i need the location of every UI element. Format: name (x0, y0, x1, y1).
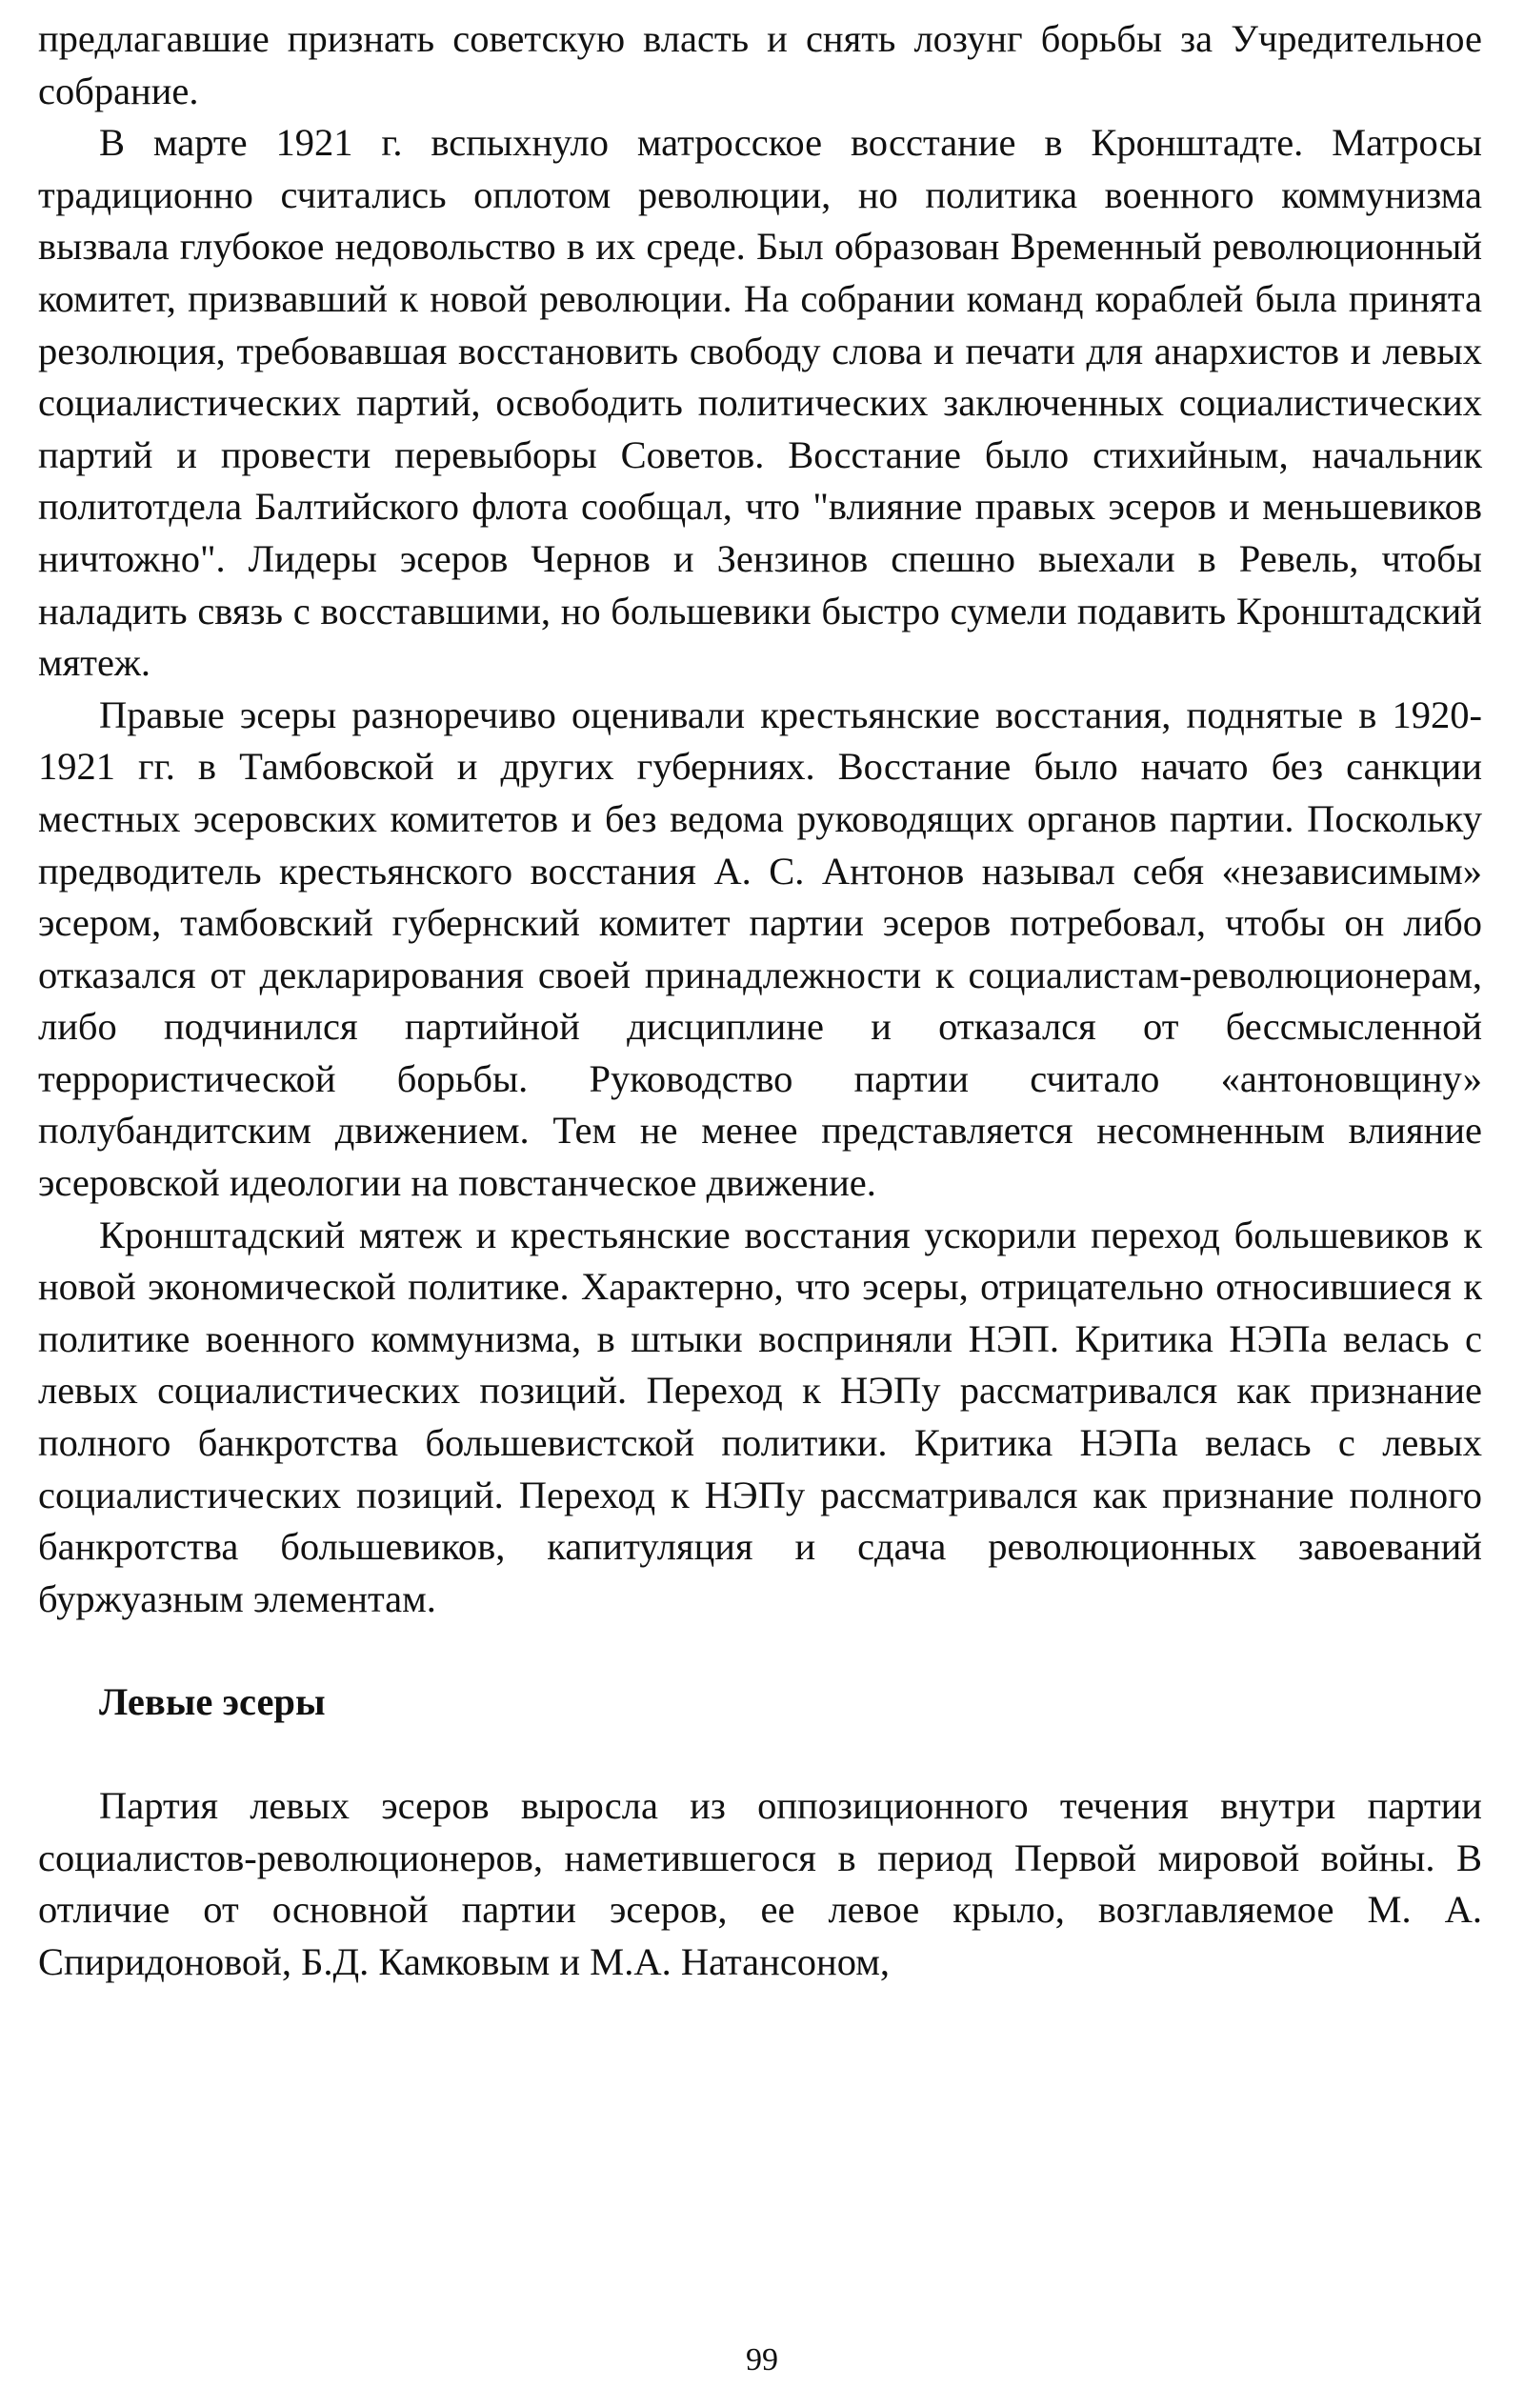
section-title: Левые эсеры (99, 1680, 326, 1724)
paragraph-continuation: предлагавшие признать советскую власть и снять лозунг борьбы за Учредительное собрание. (38, 17, 1482, 112)
paragraph-nep: Кронштадский мятеж и крестьянские восстания ускорили переход большевиков к новой экономической политике. Характерно, что эсеры, отрицательно относившиеся к политике военного коммунизма, в штыки восприняли НЭП. Критика НЭПа велась с левых социалистических позиций. Переход к НЭПу рассматривался как признание полного банкротства большевистской политики. Критика НЭПа велась с левых социалистических позиций. Переход к НЭПу рассматривался как признание полного банкротства большевиков, капитуляция и сдача революционных завоеваний буржуазным элементам. (38, 1213, 1482, 1620)
document-page (38, 13, 1482, 1988)
paragraph-peasant-uprisings: Правые эсеры разноречиво оценивали крестьянские восстания, поднятые в 1920-1921 гг. в Тамбовской и других губерниях. Восстание было начато без санкции местных эсеровских комитетов и без ведома руководящих органов партии. Поскольку предводитель крестьянского восстания А. С. Антонов называл себя «независимым» эсером, тамбовский губернский комитет партии эсеров потребовал, чтобы он либо отказался от декларирования своей принадлежности к социалистам-революционерам, либо подчинился партийной дисциплине и отказался от бессмысленной террористической борьбы. Руководство партии считало «антоновщину» полубандитским движением. Тем не менее представляется несомненным влияние эсеровской идеологии на повстанческое движение. (38, 692, 1482, 1205)
paragraph-left-sr: Партия левых эсеров выросла из оппозиционного течения внутри партии социалистов-революционеров, наметившегося в период Первой мировой войны. В отличие от основной партии эсеров, ее левое крыло, возглавляемое М. А. Спиридоновой, Б.Д. Камковым и М.А. Натансоном, (38, 1784, 1482, 1983)
paragraph-kronstadt: В марте 1921 г. вспыхнуло матросское восстание в Кронштадте. Матросы традиционно считались оплотом революции, но политика военного коммунизма вызвала глубокое недовольство в их среде. Был образован Временный революционный комитет, призвавший к новой революции. На собрании команд кораблей была принята резолюция, требовавшая восстановить свободу слова и печати для анархистов и левых социалистических партий, освободить политических заключенных социалистических партий и провести перевыборы Советов. Восстание было стихийным, начальник политотдела Балтийского флота сообщал, что "влияние правых эсеров и меньшевиков ничтожно". Лидеры эсеров Чернов и Зензинов спешно выехали в Ревель, чтобы наладить связь с восставшими, но большевики быстро сумели подавить Кронштадский мятеж. (38, 121, 1482, 685)
page-number: 99 (746, 2342, 778, 2378)
